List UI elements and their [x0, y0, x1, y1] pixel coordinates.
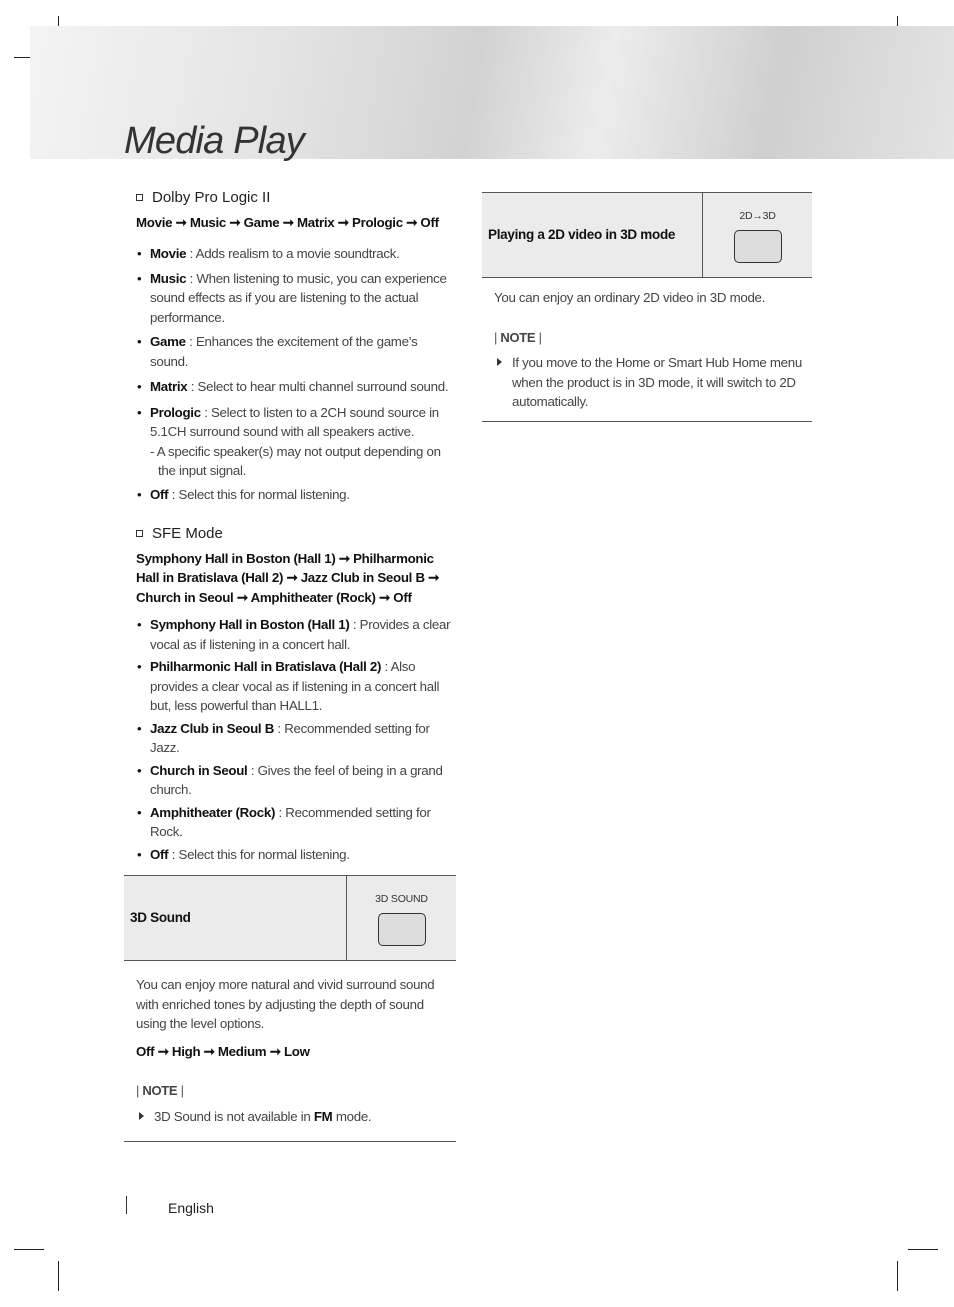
- item-subnote: - A specific speaker(s) may not output depending on the input signal.: [150, 443, 441, 478]
- item-desc: : When listening to music, you can experience sound effects as if you are listening to the actual performance.: [150, 270, 447, 325]
- checkbox-square-icon: [136, 194, 143, 201]
- dolby-sequence: Movie ➞ Music ➞ Game ➞ Matrix ➞ Prologic ➞ Off: [136, 214, 439, 230]
- list-item: [136, 332, 456, 371]
- item-desc: : Recommended setting for Jazz.: [150, 720, 430, 755]
- note-text: 3D Sound is not available in: [154, 1108, 314, 1124]
- crop-mark: [908, 1249, 938, 1250]
- sfe-sequence: Symphony Hall in Boston (Hall 1) ➞ Philharmonic Hall in Bratislava (Hall 2) ➞ Jazz Club in Seoul B ➞ Church in Seoul ➞ Amphitheater (Rock) ➞ Off: [136, 550, 439, 605]
- list-item: [136, 377, 456, 397]
- list-item: [136, 615, 456, 654]
- footer-divider: [126, 1196, 127, 1214]
- divider: [124, 1141, 456, 1142]
- note-label: NOTE: [142, 1083, 178, 1098]
- divider: [482, 421, 812, 422]
- item-term: Movie: [150, 246, 187, 261]
- triangle-bullet-icon: [497, 358, 502, 366]
- crop-mark: [897, 1261, 898, 1291]
- feature-box-2d-to-3d: [482, 192, 812, 278]
- remote-key-icon: [734, 230, 782, 263]
- item-desc: : Recommended setting for Rock.: [150, 804, 431, 839]
- list-item: [136, 403, 456, 481]
- item-term: Off: [150, 846, 169, 862]
- item-term: Music: [150, 270, 187, 286]
- item-term: Matrix: [150, 379, 188, 394]
- item-desc: : Select this for normal listening.: [168, 486, 350, 502]
- remote-key-icon: [378, 913, 426, 946]
- note-item: [494, 353, 812, 412]
- note-heading: | NOTE |: [494, 329, 542, 345]
- crop-mark: [58, 1261, 59, 1291]
- crop-mark: [14, 1249, 44, 1250]
- item-term: Philharmonic Hall in Bratislava (Hall 2): [150, 659, 382, 674]
- triangle-bullet-icon: [139, 1112, 144, 1120]
- item-term: Off: [150, 486, 169, 502]
- list-item: [136, 845, 456, 865]
- section-heading-text: SFE Mode: [152, 525, 223, 542]
- note-heading: | NOTE |: [136, 1083, 184, 1098]
- list-item: [136, 761, 456, 800]
- feature-label: Playing a 2D video in 3D mode: [482, 193, 703, 277]
- remote-button-2d-to-3d: [703, 193, 812, 277]
- remote-button-3d-sound: [347, 876, 456, 960]
- page-title: Media Play: [124, 120, 304, 162]
- sound3d-sequence: Off ➞ High ➞ Medium ➞ Low: [136, 1043, 310, 1059]
- note-item: [136, 1107, 456, 1127]
- note-text: If you move to the Home or Smart Hub Home menu when the product is in 3D mode, it will switch to 2D automatically.: [512, 355, 802, 409]
- list-item: [136, 244, 456, 264]
- item-term: Church in Seoul: [150, 762, 248, 778]
- item-desc: : Select to listen to a 2CH sound source in 5.1CH surround sound with all speakers active.: [150, 404, 439, 439]
- list-item: [136, 657, 456, 716]
- item-term: Prologic: [150, 404, 201, 420]
- item-term: Jazz Club in Seoul B: [150, 720, 275, 736]
- section-heading-text: Dolby Pro Logic II: [152, 189, 271, 206]
- item-desc: : Enhances the excitement of the game’s sound.: [150, 334, 418, 369]
- right-column: [482, 192, 812, 422]
- item-desc: : Gives the feel of being in a grand church.: [150, 762, 443, 797]
- footer-language: English: [168, 1200, 214, 1216]
- list-item: [136, 803, 456, 842]
- item-desc: : Select to hear multi channel surround sound.: [187, 379, 449, 394]
- item-desc: : Select this for normal listening.: [168, 846, 350, 862]
- sound3d-description: You can enjoy more natural and vivid surround sound with enriched tones by adjusting the depth of sound using the level options.: [136, 977, 435, 1031]
- list-item: [136, 719, 456, 758]
- button-caption: 2D→3D: [739, 210, 776, 223]
- note-text-bold: FM: [313, 1108, 333, 1124]
- list-item: [136, 485, 456, 505]
- section-heading-sfe: [136, 524, 456, 544]
- list-item: [136, 269, 456, 328]
- section-heading-dolby: [136, 188, 456, 208]
- note-text: mode.: [332, 1108, 372, 1124]
- video3d-description: You can enjoy an ordinary 2D video in 3D mode.: [494, 290, 766, 305]
- note-label: NOTE: [500, 329, 536, 345]
- sfe-list: [136, 615, 456, 864]
- feature-label: 3D Sound: [124, 876, 347, 960]
- item-desc: : Provides a clear vocal as if listening in a concert hall.: [150, 617, 451, 652]
- item-desc: : Also provides a clear vocal as if listening in a concert hall but, less powerful than HALL1.: [150, 659, 440, 713]
- button-caption: 3D SOUND: [375, 893, 428, 906]
- item-term: Amphitheater (Rock): [150, 804, 276, 820]
- item-term: Game: [150, 334, 186, 349]
- checkbox-square-icon: [136, 530, 143, 537]
- left-column: [124, 188, 456, 1142]
- item-desc: : Adds realism to a movie soundtrack.: [186, 246, 400, 261]
- item-term: Symphony Hall in Boston (Hall 1): [150, 617, 350, 632]
- feature-box-3d-sound: [124, 875, 456, 961]
- dolby-list: [136, 244, 456, 504]
